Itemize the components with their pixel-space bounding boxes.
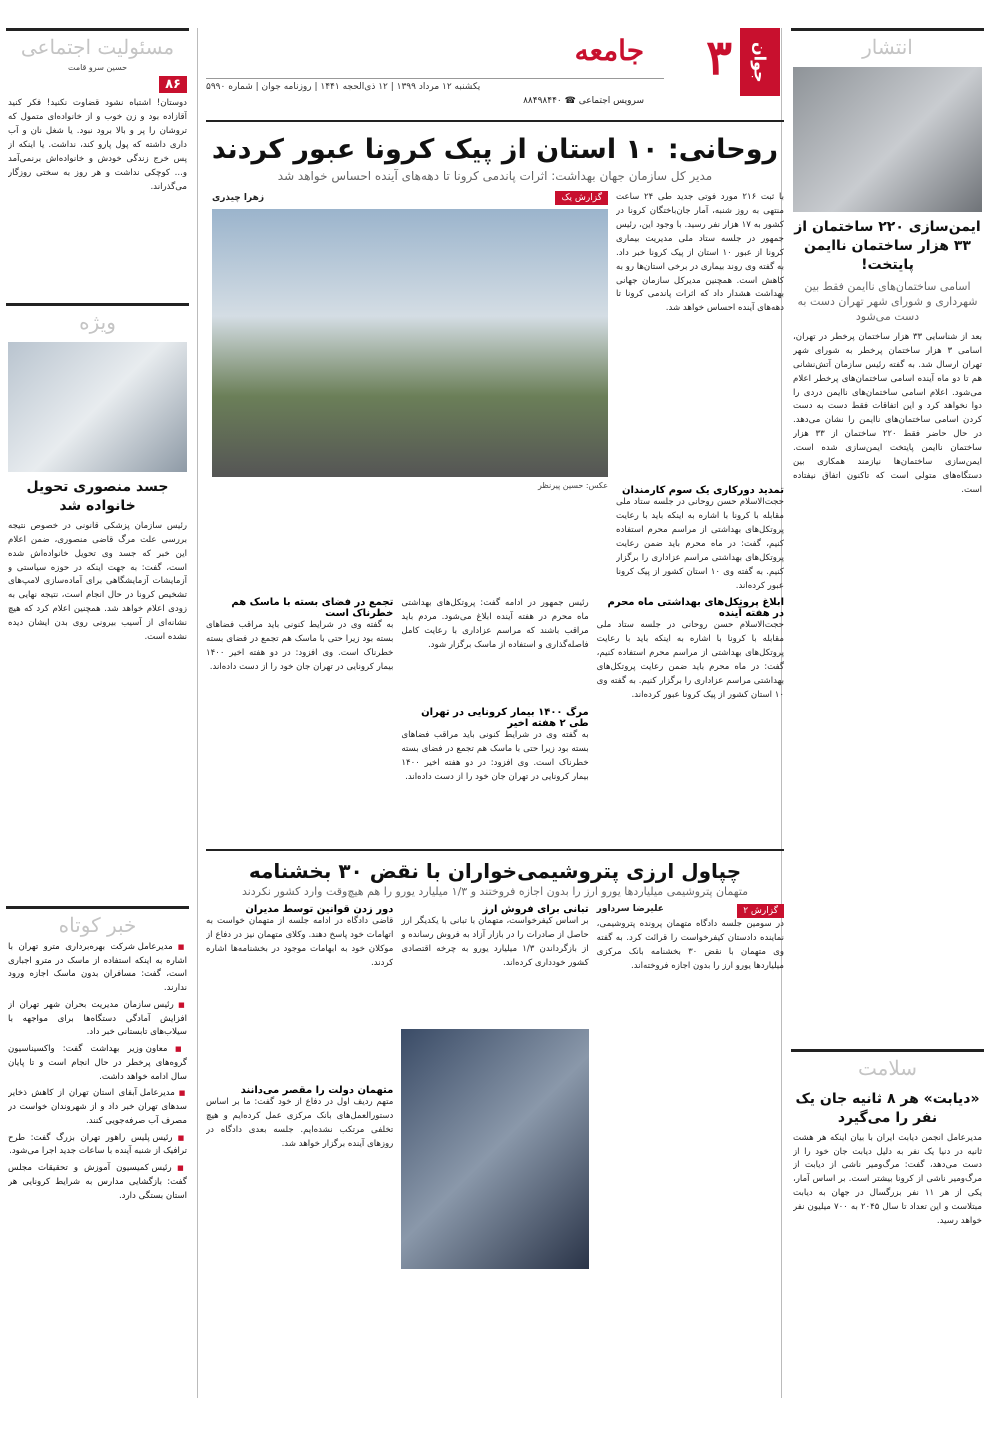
main-story (206, 191, 784, 591)
main-photo-area (212, 191, 608, 591)
masthead (206, 28, 784, 122)
list-item: ■ رئیس سازمان مدیریت بحران شهر تهران از افزایش آمادگی دستگاه‌ها برای مواجهه با سیلاب‌های تابستانی خبر داد. (8, 999, 187, 1040)
column-number: ۸۶ (159, 76, 187, 93)
column-body: دوستان! اشتباه نشود قضاوت نکنید! فکر کنید آقازاده بود و زن خوب و از خانواده‌ای متمول که تروشان را پر و بالا برود نبود. یا شغل نان و آب داری داشته که پول پارو کند، نداشت. یا اینکه از پس خرج زندگی خودش و خانواده‌اش برنمی‌آمد و... کوچکی نداشت و هر روز به سختی روزگار می‌گذراند. (8, 98, 187, 192)
list-item: ■ مدیرعامل شرکت بهره‌برداری مترو تهران با اشاره به اینکه استفاده از ماسک در مترو اجباری است، گفت: مسافران بدون ماسک اجازه ورود ندارند. (8, 941, 187, 996)
reporter-name: علیرضا سرداور (596, 904, 664, 914)
newspaper-logo: جوان (740, 28, 780, 96)
second-headline: چپاول ارزی پتروشیمی‌خواران با نقض ۳۰ بخشنامه (206, 849, 784, 883)
medical-staff-photo (8, 342, 187, 472)
article-body: مدیرعامل انجمن دیابت ایران با بیان اینکه هر هشت ثانیه در دنیا یک نفر به دلیل دیابت جان خود را از دست می‌دهد، گفت: مرگ‌ومیر ناشی از دیابت از مرگ‌ومیر ناشی از کرونا بیشتر است. بر اساس آمار، یکی از هر ۱۱ نفر بزرگسال در جهان به دیابت مبتلاست و این تعداد تا سال ۲۰۴۵ به ۷۰۰ میلیون نفر خواهد رسید. (793, 1132, 982, 1227)
second-story: گزارش ۲ علیرضا سرداور در سومین جلسه دادگاه متهمان پرونده پتروشیمی، نماینده دادستان کیفرخواست را قرائت کرد. به گفته وی متهمان با نقض ۳۰ بخشنامه بانک مرکزی میلیاردها یورو ارز را بدون اجازه فروخته‌اند. تبانی برای فروش ارز بر اساس کیفرخواست، متهمان با تبانی با یکدیگر ارز حاصل از صادرات را در بازار آزاد به فروش رسانده و از بازگرداندن ۱/۳ میلیارد یورو به چرخه اقتصادی کشور خودداری کرده‌اند. دور زدن قوانین توسط مدیران قاضی دادگاه در ادامه جلسه از متهمان خواست به اتهامات خود پاسخ دهند. وکلای متهمان نیز در دفاع از موکلان خود به ابهامات موجود در بخشنامه‌ها اشاره کردند. متهمان دولت را مقصر می‌دانند متهم ردیف اول در دفاع از خود گفت: ما بر اساس دستورالعمل‌های بانک مرکزی عمل کرده‌ایم و هیچ تخلفی مرتکب نشده‌ایم. جلسه بعدی دادگاه در روزهای آینده برگزار خواهد شد. (206, 904, 784, 1273)
reporter-name: زهرا چیذری (212, 193, 265, 203)
article-body: بعد از شناسایی ۳۳ هزار ساختمان پرخطر در تهران، اسامی ۳ هزار ساختمان پرخطر به شورای شهر تهران ارسال شد. به گفته رئیس سازمان آتش‌نشانی هم تا دو ماه آینده اسامی ساختمان‌های پرخطر اعلام می‌شود. اعلام اسامی ساختمان‌های ناایمن دردی را دوا نخواهد کرد و این اتفاقات فقط دست به دست کردن اسامی ساختمان‌های ناایمن را نشان می‌دهد. در حال حاضر فقط ۲۲۰ ساختمان از ۳۳ هزار ساختمان ناایمن پایتخت ایمن‌سازی شده است. ایمن‌سازی ساختمان‌ها نیازمند همکاری بین دستگاه‌های متولی است که تاکنون اتفاق نیفتاده است. (793, 331, 982, 495)
list-item: ■ مدیرعامل آبفای استان تهران از کاهش ذخایر سدهای تهران خبر داد و از شهروندان خواست در مصرف آب صرفه‌جویی کنند. (8, 1087, 187, 1128)
list-item: ■ معاون وزیر بهداشت گفت: واکسیناسیون گروه‌های پرخطر در حال انجام است و تا پایان سال ادامه خواهد داشت. (8, 1043, 187, 1084)
park-photo (212, 209, 608, 477)
page-number: ۳ (706, 30, 732, 86)
photo-caption: عکس: حسین پیرنظر (537, 481, 608, 490)
section-title: انتشار (791, 28, 984, 63)
main-story-lower: ابلاغ پروتکل‌های بهداشتی ماه محرم در هفته آینده حجت‌الاسلام حسن روحانی در جلسه ستاد ملی مقابله با کرونا با اشاره به اینکه باید با رعایت پروتکل‌های بهداشتی از مراسم محرم استفاده کنیم، گفت: در ماه محرم باید ضمن رعایت پروتکل‌های بهداشتی مراسم عزاداری را برگزار کنیم. به گفته وی ۱۰ استان کشور از پیک کرونا عبور کرده‌اند. رئیس جمهور در ادامه گفت: پروتکل‌های بهداشتی ماه محرم در هفته آینده ابلاغ می‌شود. مردم باید مراقب باشند که مراسم عزاداری با رعایت کامل فاصله‌گذاری و استفاده از ماسک برگزار شود. مرگ ۱۴۰۰ بیمار کرونایی در تهران طی ۲ هفته اخیر به گفته وی در شرایط کنونی باید مراقب فضاهای بسته بود زیرا حتی با ماسک هم تجمع در فضای بسته خطرناک است. وی افزود: در دو هفته اخیر ۱۴۰۰ بیمار کرونایی در تهران جان خود را از دست داده‌اند. تجمع در فضای بسته با ماسک هم خطرناک است به گفته وی در شرایط کنونی باید مراقب فضاهای بسته بود زیرا حتی با ماسک هم تجمع در فضای بسته خطرناک است. وی افزود: در دو هفته اخیر ۱۴۰۰ بیمار کرونایی در تهران جان خود را از دست داده‌اند. (206, 597, 784, 782)
issue-info: یکشنبه ۱۲ مرداد ۱۳۹۹ | ۱۲ ذی‌الحجه ۱۴۴۱ | روزنامه جوان | شماره ۵۹۹۰ (206, 78, 664, 92)
court-photo (401, 1029, 588, 1269)
left-column (0, 28, 195, 1371)
report-label: گزارش ۲ (737, 904, 784, 918)
list-item: ■ رئیس کمیسیون آموزش و تحقیقات مجلس گفت: بازگشایی مدارس به شرایط کرونایی هر استان بستگی دارد. (8, 1162, 187, 1203)
service-contact: سرویس اجتماعی ☎ ۸۸۴۹۸۴۴۰ (523, 96, 644, 106)
article-headline: جسد منصوری تحویل خانواده شد (26, 479, 169, 514)
right-column (785, 28, 990, 1432)
center-column (200, 28, 790, 1273)
report-label: گزارش یک (555, 191, 608, 205)
main-headline: روحانی: ۱۰ استان از پیک کرونا عبور کردند (211, 134, 779, 165)
main-subheadline: مدیر کل سازمان جهان بهداشت: اثرات پاندمی کرونا تا دهه‌های آینده احساس خواهد شد (277, 169, 713, 183)
news-briefs-list (8, 941, 187, 1371)
section-title: ویژه (6, 303, 189, 338)
column-divider (197, 28, 198, 1398)
column-author: حسین سرو قامت (67, 63, 128, 72)
article-body: رئیس سازمان پزشکی قانونی در خصوص نتیجه بررسی علت مرگ قاضی منصوری، ضمن اعلام این خبر که جسد وی تحویل خانواده‌اش شده است، گفت: به جهت اینکه در حوزه سیاستی و آزمایشات آزمایشگاهی برای آماده‌سازی لامپ‌های تشخیص کرونا در حال انجام است، نتیجه نهایی به زودی اعلام خواهد شد. همچنین اعلام کرد که هیچ نشانه‌ای از آسیب بیرونی روی بدن ایشان دیده نشده است. (8, 520, 187, 643)
article-headline: «دیابت» هر ۸ ثانیه جان یک نفر را می‌گیرد (795, 1090, 980, 1126)
section-title: سلامت (791, 1049, 984, 1084)
section-title: خبر کوتاه (6, 906, 189, 941)
section-title: مسئولیت اجتماعی (6, 28, 189, 63)
article-headline: ایمن‌سازی ۲۲۰ ساختمان از ۳۳ هزار ساختمان ناایمن پایتخت! (794, 219, 981, 273)
list-item: ■ رئیس پلیس راهور تهران بزرگ گفت: طرح ترافیک از شنبه آینده با ساعات جدید اجرا می‌شود. (8, 1132, 187, 1160)
section-name: جامعه (574, 34, 644, 67)
main-story-text-column: با ثبت ۲۱۶ مورد فوتی جدید طی ۲۴ ساعت منتهی به روز شنبه، آمار جان‌باختگان کرونا در کشور به ۱۷ هزار نفر رسید. با وجود این، رئیس جمهور در جلسه ستاد ملی مدیریت بیماری کرونا از عبور ۱۰ استان از پیک کرونا خبر داد. به گفته وی روند بیماری در برخی استان‌ها رو به کاهش است. همچنین مدیرکل سازمان جهانی بهداشت هشدار داد که اثرات پاندمی کرونا تا دهه‌های آینده احساس خواهد شد. تمدید دورکاری یک سوم کارمندان حجت‌الاسلام حسن روحانی در جلسه ستاد ملی مقابله با کرونا با اشاره به اینکه باید با رعایت پروتکل‌های بهداشتی از مراسم محرم استفاده کنیم، گفت: در ماه محرم باید ضمن رعایت پروتکل‌های بهداشتی مراسم عزاداری را برگزار کنیم. به گفته وی ۱۰ استان کشور از پیک کرونا عبور کرده‌اند. (616, 192, 784, 591)
second-subheadline: متهمان پتروشیمی میلیاردها یورو ارز را بدون اجازه فروختند و ۱/۳ میلیارد یورو را هم هیچ‌وقت وارد کشور نکردند (241, 885, 749, 898)
article-lede: اسامی ساختمان‌های ناایمن فقط بین شهرداری و شورای شهر تهران دست به دست می‌شود (797, 279, 978, 324)
building-photo (793, 67, 982, 212)
